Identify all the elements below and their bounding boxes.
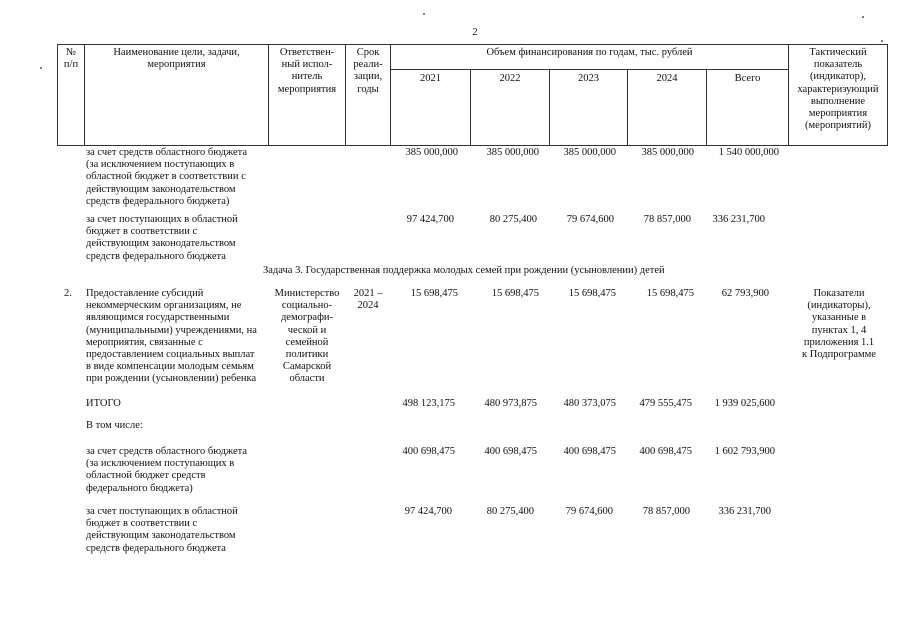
total-2023: 480 373,075 — [563, 398, 616, 409]
header-no: № п/п — [63, 47, 79, 71]
task3-title: Задача 3. Государственная поддержка молодых семей при рождении (усыновлении) детей — [263, 265, 665, 276]
item2-name: Предоставление субсидий некоммерческим организациям, не являющимся государственными (муниципальными) учреждениями, на мероприятия, связанные с предоставлением социальных выплат в виде компенсации молодым семьям при рождении (усыновлении) ребенка — [86, 288, 257, 385]
row-regional-2024: 385 000,000 — [641, 147, 694, 158]
header-term: Срок реали- зации, годы — [353, 47, 383, 95]
header-year-2021: 2021 — [420, 73, 441, 84]
item2-number: 2. — [64, 288, 72, 299]
item2-term: 2021 – 2024 — [353, 288, 383, 312]
total-2021: 498 123,175 — [402, 398, 455, 409]
header-year-2023: 2023 — [578, 73, 599, 84]
header-responsible: Ответствен- ный испол- нитель мероприятия — [277, 47, 337, 95]
total-2022: 480 973,875 — [484, 398, 537, 409]
row-regional-budget-name: за счет средств областного бюджета (за исключением поступающих в областной бюджет в соответствии с действующим законодательством средств федерального бюджета) — [86, 147, 248, 207]
total-label: ИТОГО — [86, 398, 121, 409]
header-year-2024: 2024 — [656, 73, 678, 84]
scan-speck — [40, 67, 42, 69]
row-regional-2022: 385 000,000 — [486, 147, 539, 158]
header-year-2022: 2022 — [499, 73, 521, 84]
page-number: 2 — [472, 27, 478, 38]
item2-responsible: Министерство социально- демографи- ческой и семейной политики Самарской области — [274, 288, 340, 385]
total-federal-name: за счет поступающих в областной бюджет в соответствии с действующим законодательством средств федерального бюджета — [86, 506, 238, 554]
header-total: Всего — [734, 73, 761, 84]
total-regional-name: за счет средств областного бюджета (за исключением поступающих в областной бюджет средств федерального бюджета) — [86, 446, 248, 494]
header-indicator: Тактический показатель (индикатор), характеризующий выполнение мероприятия (мероприятий) — [797, 47, 879, 132]
scan-speck — [423, 13, 425, 15]
row-regional-2021: 385 000,000 — [405, 147, 458, 158]
total-federal-2021: 97 424,700 — [404, 506, 452, 517]
header-funding: Объем финансирования по годам, тыс. рублей — [486, 47, 693, 58]
total-2024: 479 555,475 — [639, 398, 692, 409]
item2-2024: 15 698,475 — [646, 288, 694, 299]
item2-2021: 15 698,475 — [410, 288, 458, 299]
scan-speck — [881, 40, 883, 42]
total-regional-2024: 400 698,475 — [639, 446, 692, 457]
row-federal-2023: 79 674,600 — [566, 214, 614, 225]
total-federal-2024: 78 857,000 — [642, 506, 690, 517]
total-federal-2022: 80 275,400 — [486, 506, 534, 517]
total-regional-2021: 400 698,475 — [402, 446, 455, 457]
row-federal-2024: 78 857,000 — [643, 214, 691, 225]
total-regional-total: 1 602 793,900 — [714, 446, 775, 457]
item2-total: 62 793,900 — [721, 288, 769, 299]
item2-2022: 15 698,475 — [491, 288, 539, 299]
header-name: Наименование цели, задачи, мероприятия — [113, 47, 240, 71]
row-federal-total: 336 231,700 — [712, 214, 765, 225]
row-federal-2021: 97 424,700 — [406, 214, 454, 225]
total-federal-2023: 79 674,600 — [565, 506, 613, 517]
row-federal-2022: 80 275,400 — [489, 214, 537, 225]
row-federal-name: за счет поступающих в областной бюджет в соответствии с действующим законодательством средств федерального бюджета — [86, 214, 238, 262]
item2-2023: 15 698,475 — [568, 288, 616, 299]
total-all: 1 939 025,600 — [714, 398, 775, 409]
row-regional-total: 1 540 000,000 — [718, 147, 779, 158]
including-label: В том числе: — [86, 420, 143, 431]
row-regional-2023: 385 000,000 — [563, 147, 616, 158]
item2-indicator: Показатели (индикаторы), указанные в пунктах 1, 4 приложения 1.1 к Подпрограмме — [802, 288, 876, 361]
scan-speck — [862, 16, 864, 18]
total-regional-2023: 400 698,475 — [563, 446, 616, 457]
total-regional-2022: 400 698,475 — [484, 446, 537, 457]
total-federal-total: 336 231,700 — [718, 506, 771, 517]
